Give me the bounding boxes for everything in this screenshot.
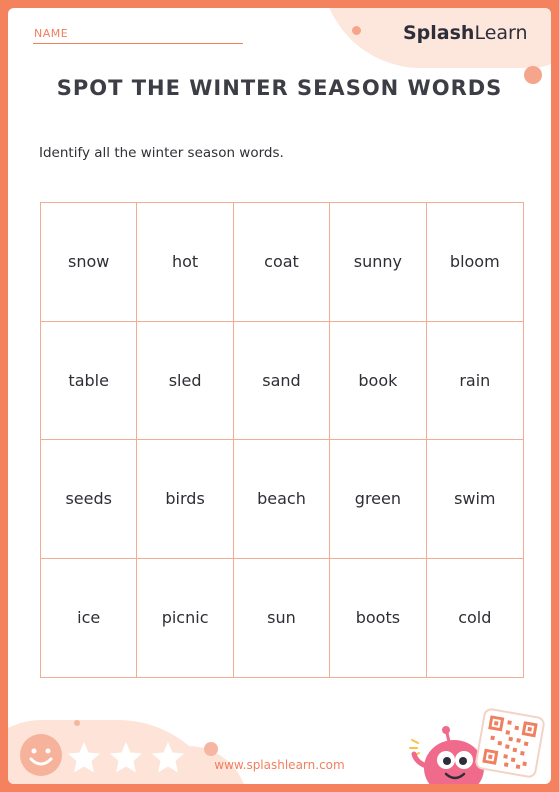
word-cell[interactable]: swim <box>427 440 523 559</box>
word-cell[interactable]: sand <box>234 322 330 441</box>
word-cell[interactable]: picnic <box>137 559 233 678</box>
word-grid <box>40 202 524 678</box>
name-line[interactable] <box>33 43 243 44</box>
name-label: NAME <box>34 27 69 40</box>
decorative-dot <box>352 26 361 35</box>
word-cell[interactable]: ice <box>41 559 137 678</box>
word-cell[interactable]: book <box>330 322 426 441</box>
splashlearn-logo: SplashLearn <box>403 22 528 44</box>
word-cell[interactable]: beach <box>234 440 330 559</box>
word-cell[interactable]: table <box>41 322 137 441</box>
word-cell[interactable]: hot <box>137 203 233 322</box>
qr-code-icon <box>482 715 538 771</box>
monster-mascot <box>406 720 486 784</box>
worksheet-page <box>8 8 551 784</box>
decorative-dot <box>74 720 80 726</box>
instruction-text: Identify all the winter season words. <box>39 145 284 161</box>
word-cell[interactable]: sunny <box>330 203 426 322</box>
word-cell[interactable]: seeds <box>41 440 137 559</box>
word-cell[interactable]: sun <box>234 559 330 678</box>
qr-code[interactable] <box>476 709 543 776</box>
word-cell[interactable]: birds <box>137 440 233 559</box>
word-cell[interactable]: bloom <box>427 203 523 322</box>
website-link[interactable]: www.splashlearn.com <box>214 758 345 772</box>
word-cell[interactable]: cold <box>458 608 492 628</box>
word-cell[interactable]: sled <box>137 322 233 441</box>
word-cell[interactable]: coat <box>234 203 330 322</box>
word-cell[interactable]: snow <box>41 203 137 322</box>
decorative-dot <box>204 742 218 756</box>
word-cell[interactable]: green <box>330 440 426 559</box>
word-cell[interactable]: rain <box>427 322 523 441</box>
word-cell[interactable]: boots <box>330 559 426 678</box>
page-title: SPOT THE WINTER SEASON WORDS <box>56 76 503 100</box>
